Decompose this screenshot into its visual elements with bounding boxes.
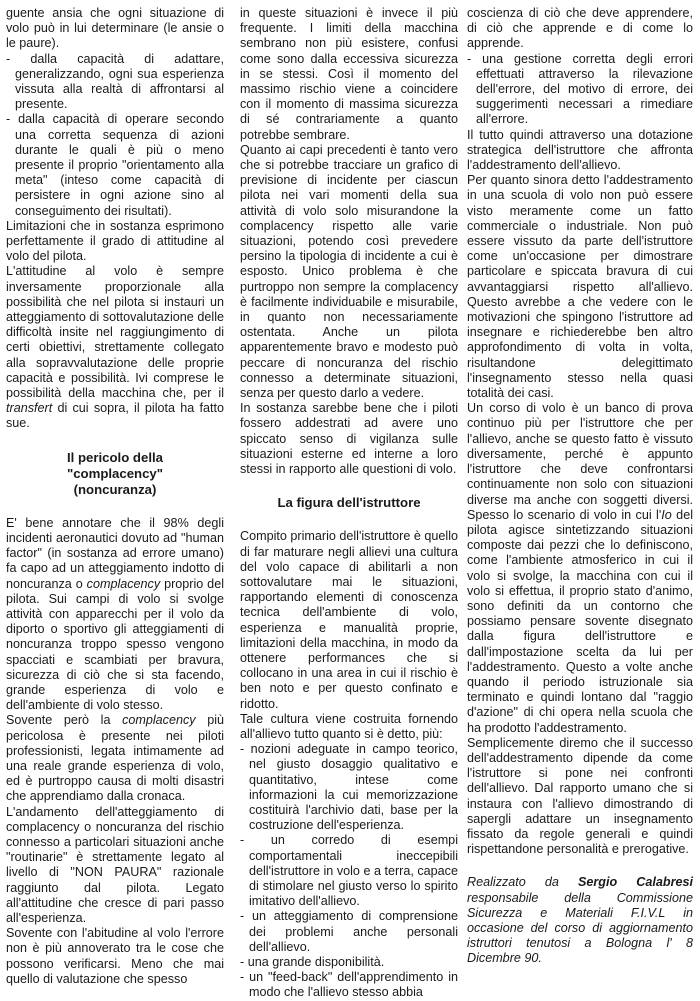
paragraph: Sovente con l'abitudine al volo l'errore non è più annoverato tra le cose che possono verificarsi. Meno che mai quello di valutazione che spesso <box>6 926 224 986</box>
section-heading-line: "complacency" <box>66 465 164 481</box>
text-run: Un corso di volo è un banco di prova continuo più per l'istruttore che per l'allievo, anche se questo fatto è vissuto diversamente, perché è appunto l'istruttore che deve confrontarsi continuamente non solo con situazioni diverse ma anche con soggetti diversi. Spesso lo scenario di volo in cui l' <box>467 401 693 522</box>
paragraph <box>6 264 224 431</box>
list-item: - una grande disponibilità. <box>240 954 385 969</box>
paragraph: In sostanza sarebbe bene che i piloti fossero addestrati ad avere uno spiccato senso di vigilanza sulle situazioni esterne ed interne a loro stessi in rapporto alle questioni di volo. <box>240 401 458 477</box>
list-item: - dalla capacità di adattare, generalizzando, ogni sua esperienza vissuta alla realtà di affrontarsi al presente. <box>6 51 224 112</box>
paragraph: coscienza di ciò che deve apprendere, di ciò che apprende e di come lo apprende. <box>467 6 693 51</box>
section-heading: La figura dell'istruttore <box>277 495 421 511</box>
paragraph: Il tutto quindi attraverso una dotazione strategica dell'istruttore che affronta l'addestramento dell'allievo. <box>467 127 693 173</box>
paragraph: Per quanto sinora detto l'addestramento in una scuola di volo non può essere visto meramente come un fatto commerciale o industriale. Non può essere vissuto da parte dell'istruttore come un'occasione per dimostrare particolare e spiccata bravura di cui avvantaggiarsi rispetto all'allievo. Questo avrebbe a che vedere con le motivazioni che spingono l'istruttore ad insegnare e richiederebbe ben altro approfondimento di volta in volta, risultandone delegittimato l'insegnamento stesso nella quasi totalità dei casi. <box>467 173 693 401</box>
text-run: responsabile della Commissione Sicurezza e Materiali F.I.V.L in occasione del corso di aggiornamento istruttori tenutosi a Bologna l' 8 Dicembre 90. <box>467 890 693 966</box>
text-run: Sovente però la <box>6 713 123 728</box>
text-run: L'attitudine al volo è sempre inversamente proporzionale alla possibilità che nel pilota si instauri un atteggiamento di sottovalutazione delle difficoltà insite nel raggiungimento di certi obiettivi, strettamente collegato alla sopravvalutazione delle proprie capacità e possibilità. Ivi comprese le possibilità della macchina che, per il <box>6 264 224 401</box>
paragraph: Quanto ai capi precedenti è tanto vero che si potrebbe tracciare un grafico di previsione di incidente per ciascun pilota nei vari momenti della sua attività di volo solo misurandone la complacency rispetto alle varie situazioni, potendo così prevedere persino la tipologia di incidente a cui è esposto. Unico problema è che purtroppo non sempre la complacency è facilmente individuabile e misurabile, in quanto non necessariamente ostentata. Anche un pilota apparentemente bravo e modesto può peccare di noncuranza del rischio connesso a determinate situazioni, senza per questo darlo a vedere. <box>240 142 458 401</box>
text-run: proprio del pilota. Sui campi di volo si svolge attività con apparecchi per il volo da diporto o sportivo gli atteggiamenti di noncuranza troppo spesso vengono spacciati e scambiati per bravura, sicurezza di ciò che si sta facendo, grande esperienza di volo e dell'ambiente di volo stesso. <box>6 576 224 713</box>
paragraph: in queste situazioni è invece il più frequente. I limiti della macchina sembrano non più esistere, confusi come sono dalla eccessiva sicurezza in se stessi. Così il momento del massimo rischio viene a coincidere con il momento di massima sicurezza di sé contrariamente a quanto potrebbe sembrare. <box>240 6 458 142</box>
list-item: - un atteggiamento di comprensione dei problemi anche personali dell'allievo. <box>240 909 458 954</box>
list-item: - nozioni adeguate in campo teorico, nel giusto dosaggio qualitativo e quantitativo, intese come informazioni la cui memorizzazione costituirà l'archivio dati, base per la costruzione dell'esperienza. <box>240 742 458 833</box>
paragraph: guente ansia che ogni situazione di volo può in lui determinare (le ansie o le paure). <box>6 6 224 51</box>
section-heading-line: (noncuranza) <box>73 481 157 497</box>
italic-term: Io <box>661 507 672 522</box>
column-3 <box>467 6 693 967</box>
paragraph: Limitazioni che in sostanza esprimono perfettamente il grado di attitudine al volo del pilota. <box>6 218 224 264</box>
italic-term: complacency <box>122 713 196 728</box>
paragraph <box>6 516 224 714</box>
paragraph: Tale cultura viene costruita fornendo all'allievo tutto quanto si è detto, più: <box>240 711 458 741</box>
column-2 <box>240 6 458 1001</box>
list-item: - un corredo di esempi comportamentali ineccepibili dell'istruttore in volo e a terra, capace di stimolare nel giusto verso lo spirito imitativo dell'allievo. <box>240 833 458 909</box>
author-credit <box>467 875 693 966</box>
text-run: più pericolosa è presente nei piloti professionisti, legata intimamente ad una reale grande esperienza di volo, ed è purtroppo causa di molti disastri che apprendiamo dalla cronaca. <box>6 713 225 804</box>
author-name: Sergio Calabresi <box>578 875 693 890</box>
section-heading-line: Il pericolo della <box>66 449 163 465</box>
text-run: Realizzato da <box>467 875 578 890</box>
list-item: - un "feed-back" dell'apprendimento in modo che l'allievo stesso abbia <box>240 970 458 1000</box>
list-item: - una gestione corretta degli errori effettuati attraverso la rilevazione dell'errore, del motivo di errore, dei suggerimenti necessari a rimediare all'errore. <box>467 51 693 127</box>
text-run: E' bene annotare che il 98% degli incidenti aeronautici dovuto ad "human factor" (in sostanza ad errore umano) fa capo ad un atteggiamento indotto di noncuranza o <box>6 515 224 591</box>
text-run: del pilota agisce sintetizzando situazioni composte dai pezzi che lo definiscono, come l'ambiente atmosferico in cui il volo si svolge, la macchina con cui il volo si effettua, il proprio stato d'animo, sono definiti da un contorno che possiamo pensare sovente disegnato dalla figura dell'istruttore e dall'impostazione scelta da lui per l'addestramento. Questo a volte anche quando il periodo istruzionale sia terminato e quindi lontano dal "raggio d'azione" di chi opera nella scuola che ha prodotto l'addestramento. <box>467 507 693 735</box>
paragraph: Semplicemente diremo che il successo dell'addestramento dipende da come l'istruttore si pone nei confronti dell'allievo. Dal rapporto umano che si instaura con l'allievo dimostrando di sapergli adattare un insegnamento fissato da regole generali e quindi rispettandone personalità e prerogative. <box>467 735 693 857</box>
italic-term: transfert <box>6 401 53 416</box>
text-run: di cui sopra, il pilota ha fatto sue. <box>6 401 224 431</box>
list-item: - dalla capacità di operare secondo una corretta sequenza di azioni durante le quali è più o meno presente il proprio "orientamento alla meta" (inteso come capacità di persistere in ogni azione sino al conseguimento dei risultati). <box>6 112 224 218</box>
column-1 <box>6 6 224 987</box>
paragraph <box>6 713 224 804</box>
italic-term: complacency <box>86 576 161 591</box>
paragraph: L'andamento dell'atteggiamento di complacency o noncuranza del rischio connesso a particolari situazioni anche "routinarie" è strettamente legato al livello di "NON PAURA" razionale raggiunto dal pilota. Legato all'attitudine che cresce di pari passo all'esperienza. <box>6 804 224 925</box>
paragraph <box>467 401 693 735</box>
paragraph: Compito primario dell'istruttore è quello di far maturare negli allievi una cultura del volo capace di abilitarli a non sottovalutare mai le situazioni, rapportando elementi di conoscenza tecnica dell'ambiente di volo, esperienza e manualità proprie, limitazioni della macchina, in modo da ottenere performances che si collocano in una area in cui il rischio è ben noto e per questo confinato e ridotto. <box>240 529 458 711</box>
